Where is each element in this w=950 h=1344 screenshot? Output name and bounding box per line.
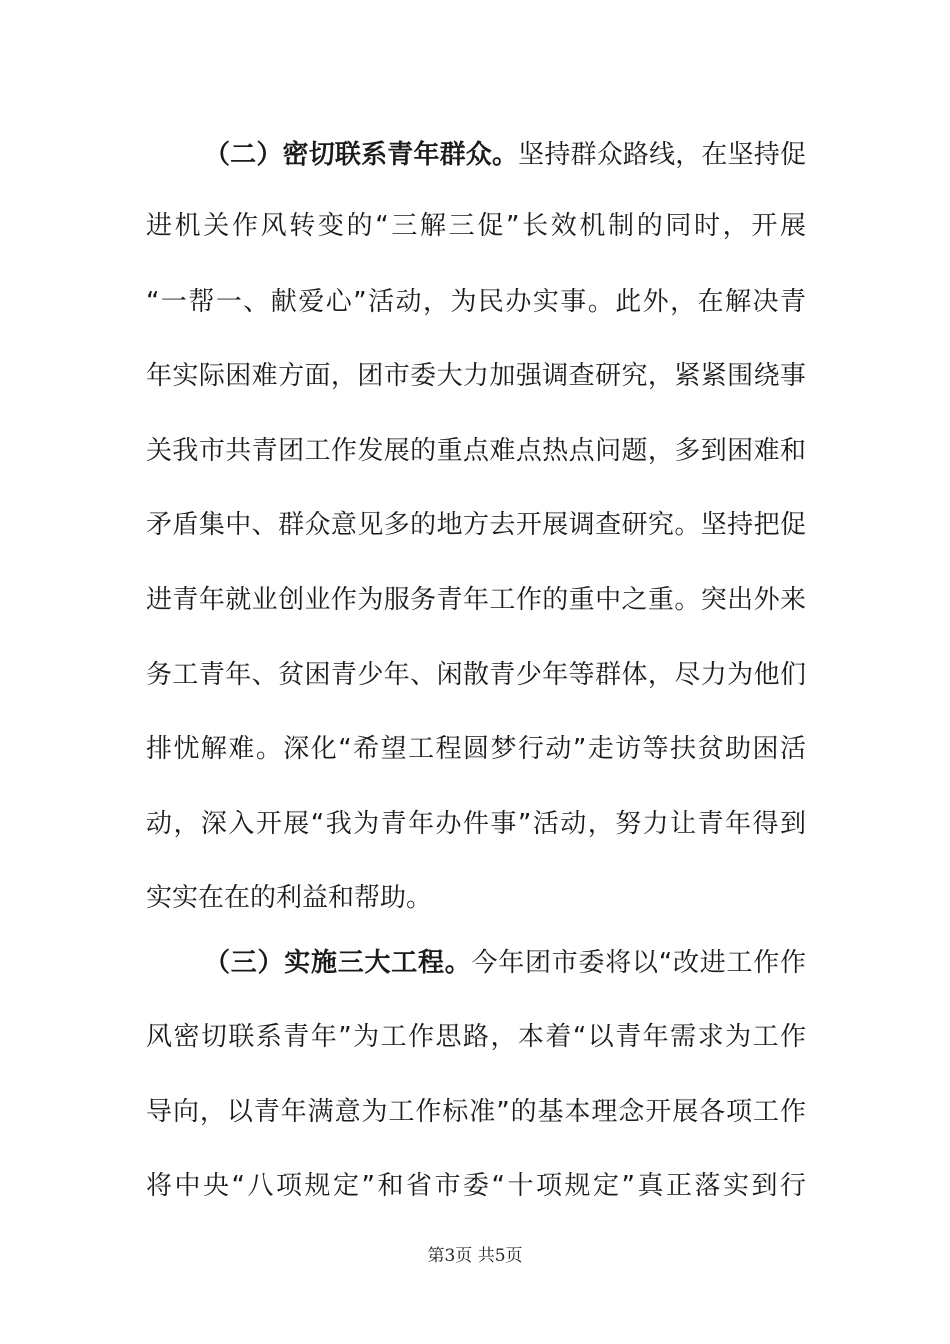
paragraph-3-line-2: 风密切联系青年”为工作思路，本着“以青年需求为工作	[146, 1022, 806, 1052]
paragraph-2-line-9: 排忧解难。深化“希望工程圆梦行动”走访等扶贫助困活	[146, 734, 806, 764]
paragraph-text: 坚持群众路线，在坚持促	[518, 140, 806, 170]
paragraph-text: 今年团市委将以“改进工作作	[471, 948, 806, 978]
paragraph-2-line-2: 进机关作风转变的“三解三促”长效机制的同时，开展	[146, 211, 806, 241]
paragraph-2-line-11: 实实在在的利益和帮助。	[146, 883, 433, 913]
paragraph-3-line-4: 将中央“八项规定”和省市委“十项规定”真正落实到行	[146, 1171, 806, 1201]
paragraph-2-line-7: 进青年就业创业作为服务青年工作的重中之重。突出外来	[146, 585, 806, 615]
paragraph-2-line-3: “一帮一、献爱心”活动，为民办实事。此外，在解决青	[146, 287, 806, 317]
paragraph-3-heading: （三）实施三大工程。	[204, 948, 472, 978]
paragraph-2-line-4: 年实际困难方面，团市委大力加强调查研究，紧紧围绕事	[146, 361, 806, 391]
paragraph-3-line-1	[204, 943, 806, 983]
page-footer: 第3页 共5页	[427, 1246, 523, 1266]
paragraph-3-line-3: 导向，以青年满意为工作标准”的基本理念开展各项工作	[146, 1097, 806, 1127]
paragraph-2-line-1	[204, 135, 806, 175]
paragraph-2-line-5: 关我市共青团工作发展的重点难点热点问题，多到困难和	[146, 436, 806, 466]
paragraph-2-heading: （二）密切联系青年群众。	[204, 140, 519, 170]
paragraph-2-line-10: 动，深入开展“我为青年办件事”活动，努力让青年得到	[146, 809, 806, 839]
paragraph-2-line-8: 务工青年、贫困青少年、闲散青少年等群体，尽力为他们	[146, 660, 806, 690]
paragraph-2-line-6: 矛盾集中、群众意见多的地方去开展调查研究。坚持把促	[146, 510, 806, 540]
